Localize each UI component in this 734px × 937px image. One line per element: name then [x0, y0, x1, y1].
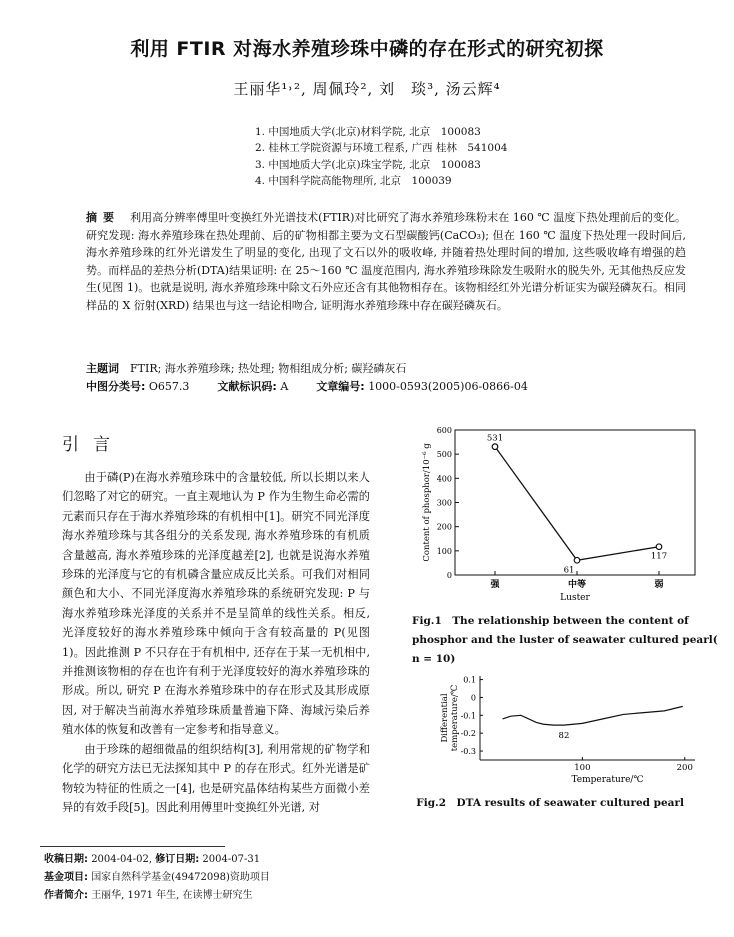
- x-tick-label: 中等: [567, 580, 587, 590]
- figure-1-chart: [405, 420, 705, 610]
- fund-label: 基金项目:: [44, 872, 88, 883]
- x-axis-label: Luster: [560, 593, 590, 603]
- y-tick-label: 0.1: [463, 675, 476, 685]
- keywords-label: 主题词: [86, 362, 119, 375]
- clc-label: 中图分类号:: [86, 380, 146, 393]
- data-point: [492, 444, 498, 450]
- doc-code-value: A: [280, 380, 289, 393]
- author-list: 王丽华¹˒², 周佩玲², 刘 琰³, 汤云辉⁴: [233, 80, 501, 98]
- y-tick-label: -0.2: [460, 729, 476, 739]
- y-axis-label-line1: Differential: [440, 693, 450, 743]
- y-tick-label: 100: [436, 546, 452, 556]
- y-tick-label: 0: [470, 693, 476, 703]
- data-label: 531: [486, 433, 504, 444]
- y-tick-label: 300: [436, 498, 452, 508]
- affiliation-1: 1. 中国地质大学(北京)材料学院, 北京 100083: [255, 126, 481, 138]
- affiliations: [255, 124, 507, 190]
- x-tick-label: 200: [676, 763, 693, 773]
- footnote-fund: [44, 869, 270, 887]
- footnote-divider: [40, 846, 225, 847]
- footnotes: [44, 851, 270, 905]
- figure-1-caption: Fig.1 The relationship between the content of phosphor and the luster of seawater cultured pearl( n = 10): [412, 615, 718, 665]
- section-heading: 引言: [62, 435, 124, 455]
- y-tick-label: 200: [436, 522, 452, 532]
- figure-2-chart: [430, 668, 700, 793]
- intro-paragraph: 由于磷(P)在海水养殖珍珠中的含量较低, 所以长期以来人们忽略了对它的研究。一直主观地认为 P 作为生物生命必需的元素而只存在于海水养殖珍珠的有机相中[1]。研究不同光泽度海水养殖珍珠与其各组分的关系发现, 海水养殖珍珠的有机质含量越高, 海水养殖珍珠的光泽度越差[2], 也就是说海水养殖珍珠的光泽度与它的有机磷含量应成反比关系。可我们对相同颜色和大小、不同光泽度海水养殖珍珠的系统研究发现: P 与海水养殖珍珠光泽度的关系并不是呈简单的线性关系。相反, 光泽度较好的海水养殖珍珠中倾向于含有较高量的 P(见图 1)。因此推测 P 不只存在于有机相中, 还存在于某一无机相中, 并推测该物相的存在也许有利于光泽度较好的海水养殖珍珠的形成。所以, 研究 P 在海水养殖珍珠中的存在形式及其形成原因, 对于解决当前海水养殖珍珠质量普遍下降、海域污染后养殖水体的恢复和改善有一定参考和指导意义。: [62, 471, 370, 737]
- doc-code-label: 文献标识码:: [217, 380, 277, 393]
- article-number-value: 1000-0593(2005)06-0866-04: [368, 380, 528, 393]
- y-tick-label: 0: [446, 571, 452, 580]
- fund-text: 国家自然科学基金(49472098)资助项目: [91, 872, 270, 883]
- y-axis-label: Content of phosphor/10⁻⁶ g: [422, 443, 432, 562]
- affiliation-2: 2. 桂林工学院资源与环境工程系, 广西 桂林 541004: [255, 142, 508, 155]
- x-tick-label: 100: [574, 763, 591, 773]
- intro-body: [62, 468, 370, 817]
- abstract: [86, 209, 686, 315]
- abstract-text: 利用高分辨率傅里叶变换红外光谱技术(FTIR)对比研究了海水养殖珍珠粉末在 160 ℃ 温度下热处理前后的变化。研究发现: 海水养殖珍珠在热处理前、后的矿物相都主要为文石型碳酸钙(CaCO₃); 但在 160 ℃ 温度下热处理一段时间后, 海水养殖珍珠的红外光谱发生了明显的变化, 出现了文石以外的吸收峰, 并随着热处理时间的增加, 这些吸收峰有增强的趋势。而样品的差热分析(DTA)结果证明: 在 25～160 ℃ 温度范围内, 海水养殖珍珠除发生吸附水的脱失外, 无其他热反应发生(见图 1)。也就是说明, 海水养殖珍珠中除文石外应还含有其他物相存在。该物相经红外光谱分析证实为碳羟磷灰石。相同样品的 X 衍射(XRD) 结果也与这一结论相吻合, 证明海水养殖珍珠中存在碳羟磷灰石。: [86, 211, 686, 312]
- received-date: 2004-04-02,: [91, 854, 153, 865]
- bio-label: 作者简介:: [44, 890, 88, 901]
- keywords: [86, 360, 686, 378]
- affiliation-4: 4. 中国科学院高能物理所, 北京 100039: [255, 175, 452, 188]
- y-tick-label: -0.3: [460, 747, 476, 757]
- y-tick-label: -0.1: [460, 711, 476, 721]
- received-label: 收稿日期:: [44, 854, 88, 865]
- y-tick-label: 600: [436, 426, 452, 435]
- figure-2-marks: [503, 706, 683, 741]
- intro-paragraph: 由于珍珠的超细微晶的组织结构[3], 利用常规的矿物学和化学的研究方法已无法探知其中 P 的存在形式。红外光谱是矿物较为特征的性质之一[4], 也是研究晶体结构某些方面微小差异的有效手段[5]。因此利用傅里叶变换红外光谱, 对: [62, 742, 370, 814]
- figure-1-marks: [487, 434, 667, 576]
- data-point: [656, 544, 662, 550]
- y-tick-label: 500: [436, 450, 452, 460]
- footnote-dates: [44, 851, 270, 869]
- x-tick-label: 弱: [654, 580, 664, 590]
- data-point: [574, 557, 580, 563]
- data-label: 61: [563, 565, 575, 576]
- footnote-bio: [44, 887, 270, 905]
- classification-line: [86, 378, 686, 396]
- clc-value: O657.3: [148, 380, 190, 393]
- y-tick-label: 400: [436, 474, 452, 484]
- figure-2-caption: Fig.2 DTA results of seawater cultured pearl: [416, 797, 684, 809]
- bio-text: 王丽华, 1971 年生, 在读博士研究生: [91, 890, 253, 901]
- x-axis-label: Temperature/℃: [571, 775, 644, 785]
- series-line: [495, 447, 659, 561]
- figure-1-axes: [422, 426, 695, 603]
- data-label: 117: [650, 551, 668, 562]
- peak-annotation: 82: [558, 731, 570, 742]
- x-tick-label: 强: [490, 580, 500, 590]
- revised-date: 2004-07-31: [202, 854, 261, 865]
- revised-label: 修订日期:: [155, 854, 200, 865]
- dta-curve: [503, 706, 683, 725]
- article-number-label: 文章编号:: [316, 380, 365, 393]
- affiliation-3: 3. 中国地质大学(北京)珠宝学院, 北京 100083: [255, 158, 481, 171]
- paper-title: 利用 FTIR 对海水养殖珍珠中磷的存在形式的研究初探: [130, 38, 604, 60]
- y-axis-label-line2: temperature/℃: [450, 684, 460, 752]
- keywords-text: FTIR; 海水养殖珍珠; 热处理; 物相组成分析; 碳羟磷灰石: [130, 362, 407, 375]
- abstract-label: 摘要: [86, 211, 121, 224]
